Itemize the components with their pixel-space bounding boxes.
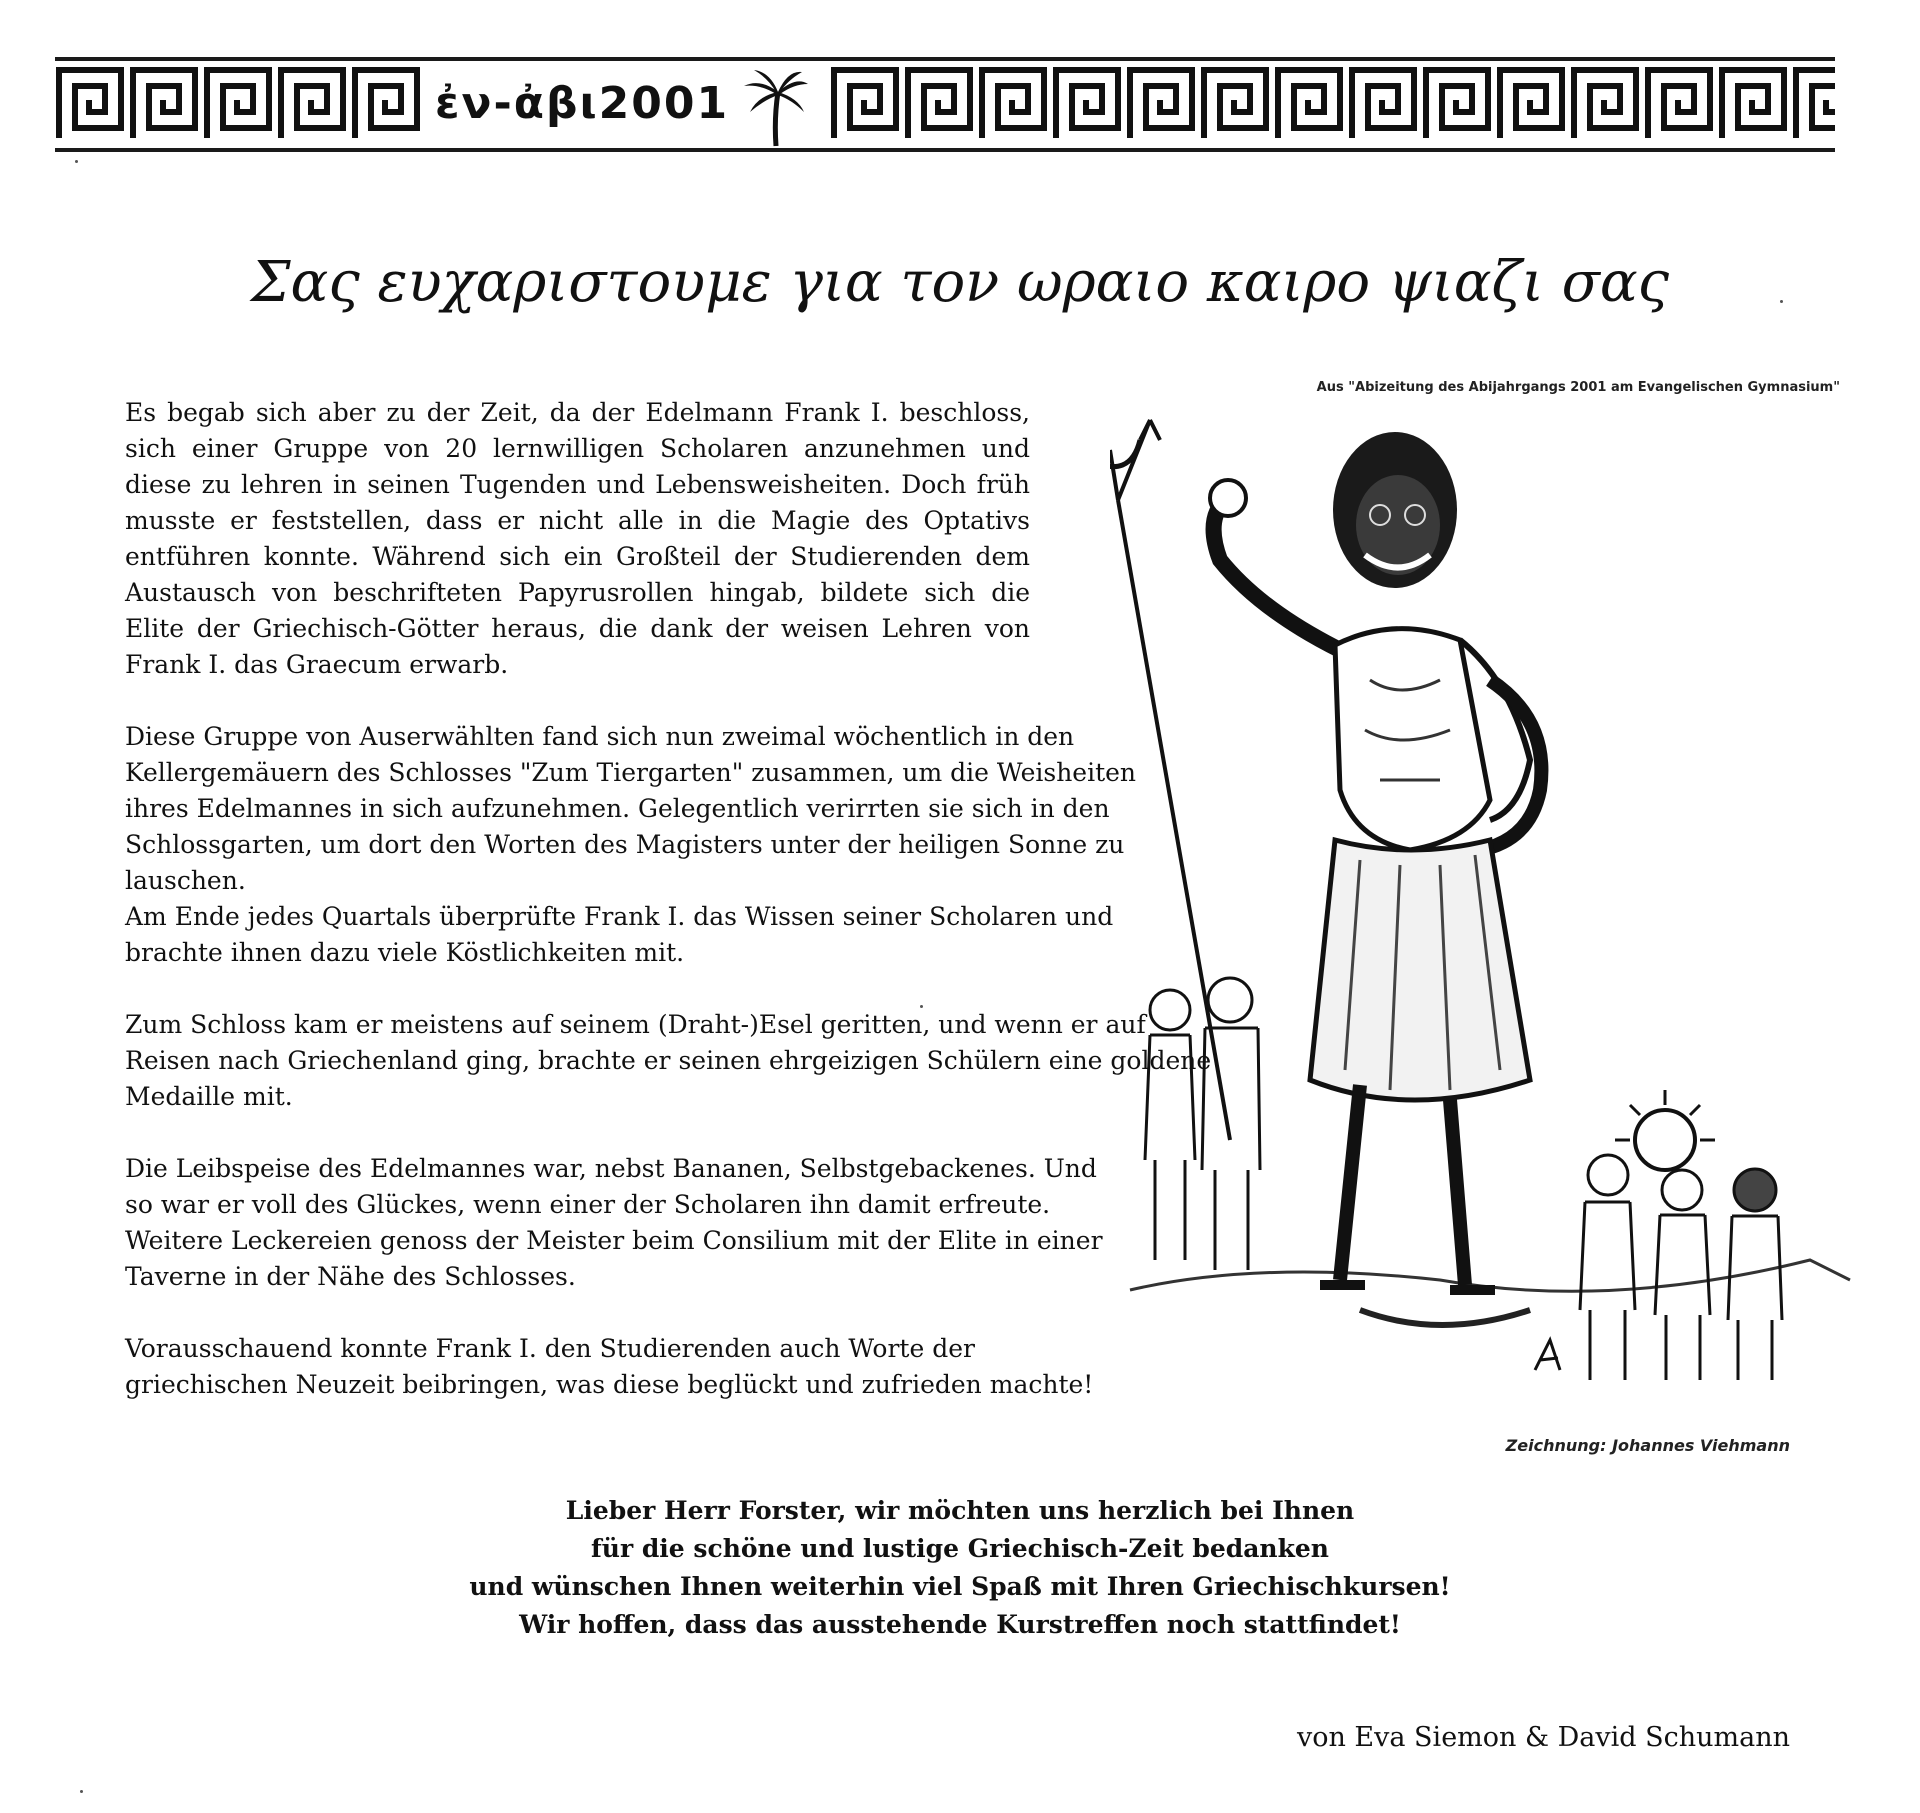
body-paragraph: Am Ende jedes Quartals überprüfte Frank I. das Wissen seiner Scholaren und brachte ihnen dazu viele Köstlichkeiten mit. — [125, 902, 1114, 967]
source-note: Aus "Abizeitung des Abijahrgangs 2001 am Evangelischen Gymnasium" — [1316, 380, 1840, 395]
student-figures-right — [1580, 1155, 1782, 1380]
illustration-caption: Zeichnung: Johannes Viehmann — [1505, 1436, 1790, 1455]
scan-speck — [75, 160, 78, 163]
greek-key-meander-icon — [55, 60, 425, 150]
page-title: Σας ευχαριστουμε για τον ωραιο καιρο ψιαζι σας — [250, 250, 1670, 315]
thanks-message — [0, 1492, 1920, 1644]
thanks-line: für die schöne und lustige Griechisch-Zeit bedanken — [591, 1534, 1329, 1563]
scan-speck — [1780, 300, 1783, 303]
body-paragraph: Die Leibspeise des Edelmannes war, nebst Bananen, Selbstgebackenes. Und so war er voll des Glückes, wenn einer der Scholaren ihn damit erfreute. Weitere Leckereien genoss der Meister beim Consilium mit der Elite in einer Taverne in der Nähe des Schlosses. — [125, 1154, 1103, 1291]
signature: von Eva Siemon & David Schumann — [1296, 1722, 1790, 1753]
body-paragraph: Diese Gruppe von Auserwählten fand sich nun zweimal wöchentlich in den Kellergemäuern des Schlosses "Zum Tiergarten" zusammen, um die Weisheiten ihres Edelmannes in sich aufzunehmen. Gelegentlich verirrten sie sich in den Schlossgarten, um dort den Worten des Magisters unter der heiligen Sonne zu lauschen. — [125, 722, 1137, 895]
thanks-line: und wünschen Ihnen weiterhin viel Spaß mit Ihren Griechischkursen! — [469, 1572, 1451, 1601]
teacher-drawing-icon — [1110, 380, 1880, 1420]
header-logo — [435, 68, 815, 148]
body-paragraph: Zum Schloss kam er meistens auf seinem (Draht-)Esel geritten, und wenn er auf Reisen nach Griechenland ging, brachte er seinen ehrgeizigen Schülern eine goldene Medaille mit. — [125, 1010, 1212, 1111]
thanks-line: Lieber Herr Forster, wir möchten uns herzlich bei Ihnen — [565, 1496, 1355, 1525]
body-paragraph: Es begab sich aber zu der Zeit, da der Edelmann Frank I. beschloss, sich einer Gruppe von 20 lernwilligen Scholaren anzunehmen und diese zu lehren in seinen Tugenden und Lebensweisheiten. Doch früh musste er feststellen, dass er nicht alle in die Magie des Optativs entführen konnte. Während sich ein Großteil der Studierenden dem Austausch von beschrifteten Papyrusrollen hingab, bildete sich die Elite der Griechisch-Götter heraus, die dank der weisen Lehren von Frank I. das Graecum erwarb. — [125, 398, 1030, 679]
thanks-line: Wir hoffen, dass das ausstehende Kurstreffen noch stattfindet! — [519, 1610, 1401, 1639]
body-text — [125, 395, 1215, 1439]
scan-speck — [80, 1790, 83, 1793]
greek-key-meander-icon — [830, 60, 1835, 150]
palm-tree-icon — [740, 68, 810, 148]
sun-icon — [1615, 1090, 1715, 1170]
logo-text: ἐν-ἀβι2001 — [435, 78, 730, 129]
scan-speck — [920, 1005, 923, 1008]
body-paragraph: Vorausschauend konnte Frank I. den Studierenden auch Worte der griechischen Neuzeit beibringen, was diese beglückt und zufrieden machte! — [125, 1334, 1094, 1399]
